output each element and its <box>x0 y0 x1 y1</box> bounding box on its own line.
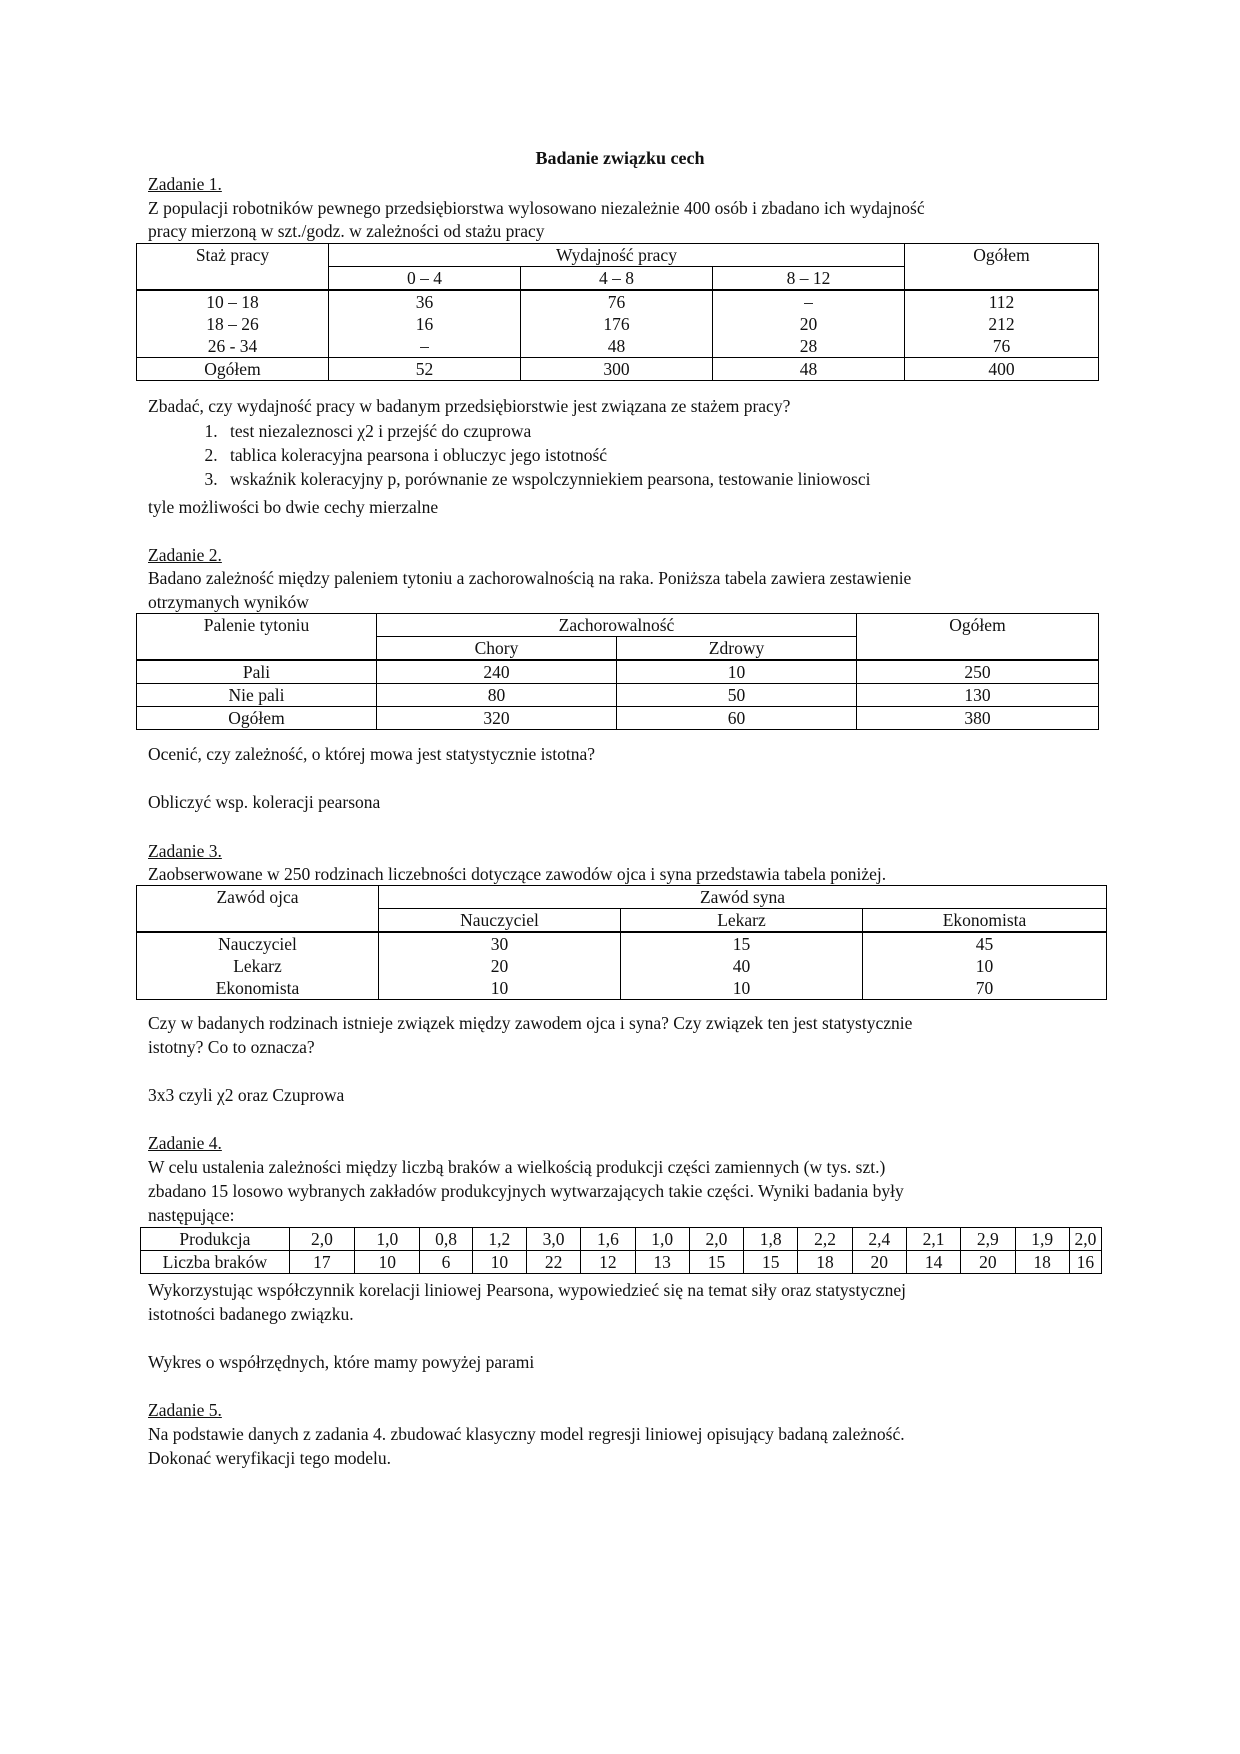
table-cell: 2,2 <box>798 1228 852 1251</box>
table-cell: 10 <box>355 1251 420 1274</box>
table-cell: 14 <box>906 1251 960 1274</box>
table-row-label: Nauczyciel <box>137 932 379 955</box>
table-cell: 76 <box>521 290 713 313</box>
task-1-heading: Zadanie 1. <box>148 174 222 194</box>
task-5-text-line-2: Dokonać weryfikacji tego modelu. <box>148 1448 391 1468</box>
table-header-cell: Zachorowalność <box>377 614 857 637</box>
task-3-question-line-2: istotny? Co to oznacza? <box>148 1037 315 1057</box>
table-row-label: Produkcja <box>141 1228 290 1251</box>
table-row-label: Pali <box>137 660 377 684</box>
task-1-intro-line-2: pracy mierzoną w szt./godz. w zależności od stażu pracy <box>148 221 545 241</box>
table-cell <box>857 637 1099 661</box>
table-row-label: 26 - 34 <box>137 335 329 358</box>
task-1-intro-line-1: Z populacji robotników pewnego przedsiębiorstwa wylosowano niezależnie 400 osób i zbadano ich wydajność <box>148 198 925 218</box>
table-cell: 1,6 <box>581 1228 635 1251</box>
table-row <box>137 977 1107 1000</box>
table-cell: 52 <box>329 358 521 381</box>
table-cell: 18 <box>1015 1251 1069 1274</box>
table-row <box>137 932 1107 955</box>
table-row <box>137 684 1099 707</box>
table-row <box>137 955 1107 977</box>
table-cell: 212 <box>905 313 1099 335</box>
table-cell: 70 <box>863 977 1107 1000</box>
table-cell: 30 <box>379 932 621 955</box>
table-cell: 10 <box>621 977 863 1000</box>
table-cell: 112 <box>905 290 1099 313</box>
table-row <box>137 358 1099 381</box>
table-header-cell: Zawód ojca <box>137 886 379 909</box>
table-row-label: 10 – 18 <box>137 290 329 313</box>
table-cell <box>137 909 379 933</box>
task-4-question-line-2: istotności badanego związku. <box>148 1304 354 1324</box>
table-cell: 20 <box>852 1251 906 1274</box>
table-cell: 12 <box>581 1251 635 1274</box>
task-3-note: 3x3 czyli χ2 oraz Czuprowa <box>148 1085 345 1105</box>
table-cell: 176 <box>521 313 713 335</box>
table-header-cell: Zdrowy <box>617 637 857 661</box>
table-cell: 20 <box>961 1251 1015 1274</box>
table-cell: 2,0 <box>1069 1228 1101 1251</box>
table-row-label: Ogółem <box>137 358 329 381</box>
table-cell: 2,0 <box>689 1228 743 1251</box>
table-cell: 18 <box>798 1251 852 1274</box>
list-item: 2. tablica koleracyjna pearsona i obluczyc jego istotność <box>222 443 871 467</box>
table-header-cell: Nauczyciel <box>379 909 621 933</box>
table-cell <box>137 637 377 661</box>
task-2-table <box>136 613 1099 730</box>
task-4-heading: Zadanie 4. <box>148 1133 222 1153</box>
table-cell: 50 <box>617 684 857 707</box>
table-cell: 380 <box>857 707 1099 730</box>
list-item: 3. wskaźnik koleracyjny p, porównanie ze wspolczynniekiem pearsona, testowanie liniowosci <box>222 467 871 491</box>
table-header-cell: 0 – 4 <box>329 267 521 291</box>
table-cell: 2,0 <box>289 1228 354 1251</box>
document-title: Badanie związku cech <box>535 148 705 168</box>
table-cell: 3,0 <box>526 1228 580 1251</box>
table-header-cell: Wydajność pracy <box>329 244 905 267</box>
task-3-table <box>136 885 1107 1000</box>
table-row <box>137 660 1099 684</box>
list-item: 1. test niezaleznosci χ2 i przejść do czuprowa <box>222 419 871 443</box>
task-1-note: tyle możliwości bo dwie cechy mierzalne <box>148 497 439 517</box>
table-cell: 2,1 <box>906 1228 960 1251</box>
task-4-intro-line-1: W celu ustalenia zależności między liczbą braków a wielkością produkcji części zamiennych (w tys. szt.) <box>148 1157 886 1177</box>
table-cell: 48 <box>521 335 713 358</box>
table-cell: 2,9 <box>961 1228 1015 1251</box>
table-cell: 2,4 <box>852 1228 906 1251</box>
table-row <box>137 290 1099 313</box>
table-row-label: Nie pali <box>137 684 377 707</box>
table-cell: 1,0 <box>635 1228 689 1251</box>
table-row <box>137 313 1099 335</box>
table-cell: 60 <box>617 707 857 730</box>
table-cell: 40 <box>621 955 863 977</box>
task-4-table <box>140 1227 1102 1274</box>
table-cell: 10 <box>379 977 621 1000</box>
table-cell: – <box>713 290 905 313</box>
table-cell: 300 <box>521 358 713 381</box>
table-header-cell: Staż pracy <box>137 244 329 267</box>
table-cell: 1,9 <box>1015 1228 1069 1251</box>
task-5-text-line-1: Na podstawie danych z zadania 4. zbudować klasyczny model regresji liniowej opisujący badaną zależność. <box>148 1424 905 1444</box>
table-header-cell: Chory <box>377 637 617 661</box>
table-cell: 15 <box>744 1251 798 1274</box>
task-5-heading: Zadanie 5. <box>148 1400 222 1420</box>
table-cell: 10 <box>472 1251 526 1274</box>
task-3-heading: Zadanie 3. <box>148 841 222 861</box>
table-cell: 250 <box>857 660 1099 684</box>
table-row-label: Ogółem <box>137 707 377 730</box>
table-row <box>141 1251 1102 1274</box>
table-header-cell: Zawód syna <box>379 886 1107 909</box>
table-cell: 16 <box>329 313 521 335</box>
task-2-note: Obliczyć wsp. koleracji pearsona <box>148 792 381 812</box>
table-cell: 320 <box>377 707 617 730</box>
table-row <box>141 1228 1102 1251</box>
task-4-note: Wykres o współrzędnych, które mamy powyżej parami <box>148 1352 535 1372</box>
task-1-list <box>148 419 871 491</box>
table-cell: 6 <box>420 1251 472 1274</box>
table-cell: 1,2 <box>472 1228 526 1251</box>
table-row-label: 18 – 26 <box>137 313 329 335</box>
task-1-table <box>136 243 1099 381</box>
table-cell: 80 <box>377 684 617 707</box>
table-cell: 17 <box>289 1251 354 1274</box>
task-2-intro-line-2: otrzymanych wyników <box>148 592 309 612</box>
table-cell: 36 <box>329 290 521 313</box>
table-cell: 76 <box>905 335 1099 358</box>
task-2-heading: Zadanie 2. <box>148 545 222 565</box>
table-header-cell: Ekonomista <box>863 909 1107 933</box>
table-cell: 48 <box>713 358 905 381</box>
task-2-intro-line-1: Badano zależność między paleniem tytoniu a zachorowalnością na raka. Poniższa tabela zawiera zestawienie <box>148 568 912 588</box>
table-cell: 20 <box>379 955 621 977</box>
table-header-cell: 4 – 8 <box>521 267 713 291</box>
table-cell: 1,8 <box>744 1228 798 1251</box>
table-header-cell: Ogółem <box>905 244 1099 267</box>
table-cell: 240 <box>377 660 617 684</box>
table-header-cell: Palenie tytoniu <box>137 614 377 637</box>
table-cell: 13 <box>635 1251 689 1274</box>
table-header-cell: Ogółem <box>857 614 1099 637</box>
table-row-label: Lekarz <box>137 955 379 977</box>
table-header-cell: 8 – 12 <box>713 267 905 291</box>
table-cell <box>137 267 329 291</box>
task-4-question-line-1: Wykorzystując współczynnik korelacji liniowej Pearsona, wypowiedzieć się na temat siły oraz statystycznej <box>148 1280 907 1300</box>
table-header-cell: Lekarz <box>621 909 863 933</box>
table-row <box>137 335 1099 358</box>
table-cell: 45 <box>863 932 1107 955</box>
table-cell: 22 <box>526 1251 580 1274</box>
task-4-intro-line-3: następujące: <box>148 1205 235 1225</box>
table-cell: 400 <box>905 358 1099 381</box>
table-cell: 15 <box>621 932 863 955</box>
table-row <box>137 707 1099 730</box>
table-cell: 10 <box>863 955 1107 977</box>
task-4-intro-line-2: zbadano 15 losowo wybranych zakładów produkcyjnych wytwarzających takie części. Wyniki badania były <box>148 1181 904 1201</box>
table-row-label: Liczba braków <box>141 1251 290 1274</box>
task-3-intro: Zaobserwowane w 250 rodzinach liczebności dotyczące zawodów ojca i syna przedstawia tabela poniżej. <box>148 864 887 884</box>
table-cell: – <box>329 335 521 358</box>
table-cell: 1,0 <box>355 1228 420 1251</box>
table-cell: 28 <box>713 335 905 358</box>
task-3-question-line-1: Czy w badanych rodzinach istnieje związek między zawodem ojca i syna? Czy związek ten jest statystycznie <box>148 1013 913 1033</box>
table-cell: 130 <box>857 684 1099 707</box>
table-cell: 10 <box>617 660 857 684</box>
table-cell: 0,8 <box>420 1228 472 1251</box>
table-cell: 20 <box>713 313 905 335</box>
table-row-label: Ekonomista <box>137 977 379 1000</box>
table-cell: 16 <box>1069 1251 1101 1274</box>
table-cell: 15 <box>689 1251 743 1274</box>
task-1-question: Zbadać, czy wydajność pracy w badanym przedsiębiorstwie jest związana ze stażem pracy? <box>148 396 791 416</box>
table-cell <box>905 267 1099 291</box>
task-2-question: Ocenić, czy zależność, o której mowa jest statystycznie istotna? <box>148 744 596 764</box>
